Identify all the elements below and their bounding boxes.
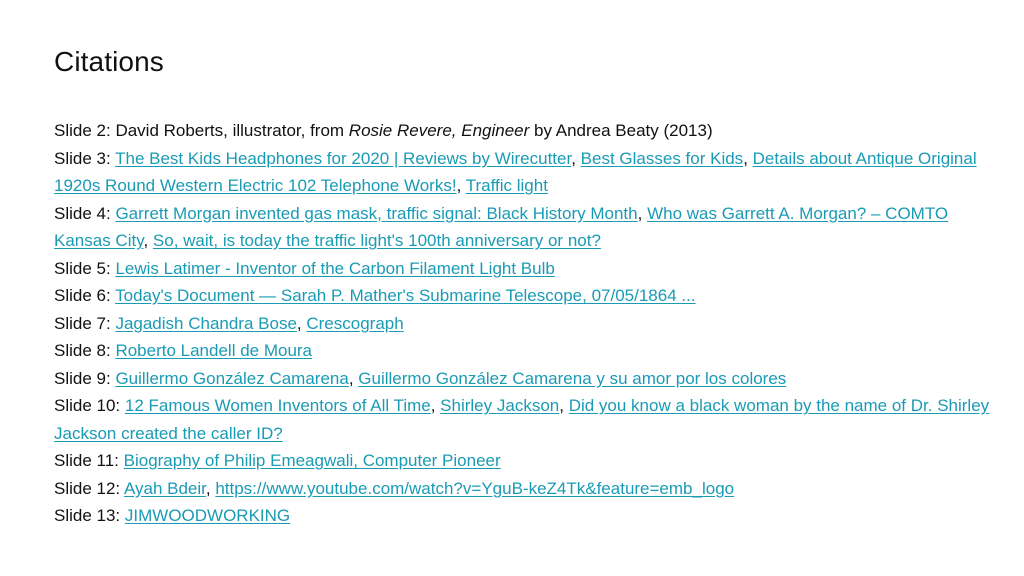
citation-slide-8 (54, 337, 994, 365)
citation-link-women-inventors[interactable]: 12 Famous Women Inventors of All Time (124, 396, 431, 415)
citation-prefix: Slide 11: (54, 451, 124, 470)
citation-link-crescograph[interactable]: Crescograph (306, 313, 404, 333)
separator: , (456, 176, 466, 195)
citation-prefix: Slide 6: (54, 286, 116, 305)
citation-link-submarine-telescope[interactable]: Today's Document — Sarah P. Mather's Submarine Telescope, 07/05/1864 ... (115, 286, 696, 305)
citation-link-jimwoodworking[interactable]: JIMWOODWORKING (124, 506, 291, 525)
citation-prefix: Slide 9: (54, 368, 116, 388)
citation-slide-7 (54, 310, 994, 338)
citation-prefix: Slide 12: (54, 478, 124, 498)
separator: , (143, 231, 153, 250)
citation-link-caller-id[interactable]: Did you know a black woman by the name of Dr. Shirley Jackson created the caller ID? (54, 396, 990, 443)
separator: , (559, 396, 569, 415)
citation-slide-5 (54, 255, 994, 283)
citation-prefix: Slide 5: (54, 258, 116, 278)
citation-slide-12 (54, 475, 994, 503)
citation-slide-9 (54, 365, 994, 393)
citation-link-garrett-morgan-gas-mask[interactable]: Garrett Morgan invented gas mask, traffic signal: Black History Month (115, 203, 638, 223)
citation-link-lewis-latimer[interactable]: Lewis Latimer - Inventor of the Carbon Filament Light Bulb (115, 258, 555, 278)
citation-text: David Roberts, illustrator, from (115, 121, 349, 140)
citation-slide-3 (54, 145, 994, 200)
separator: , (430, 396, 441, 415)
separator: , (296, 313, 307, 333)
citation-prefix: Slide 13: (54, 506, 125, 525)
separator: , (743, 148, 753, 168)
separator: , (571, 148, 581, 168)
citation-list (54, 117, 994, 530)
citation-link-wirecutter-headphones[interactable]: The Best Kids Headphones for 2020 | Reviews by Wirecutter (115, 148, 572, 168)
citation-link-roberto-landell[interactable]: Roberto Landell de Moura (115, 341, 313, 360)
citation-slide-4 (54, 200, 994, 255)
separator: , (348, 368, 359, 388)
citation-slide-2 (54, 117, 994, 145)
citation-prefix: Slide 8: (54, 341, 116, 360)
citation-link-gonzalez-camarena-colores[interactable]: Guillermo González Camarena y su amor por los colores (358, 368, 787, 388)
citation-link-shirley-jackson[interactable]: Shirley Jackson (440, 396, 560, 415)
citation-link-philip-emeagwali[interactable]: Biography of Philip Emeagwali, Computer Pioneer (123, 451, 501, 470)
page-title: Citations (54, 46, 164, 77)
citation-slide-6 (54, 282, 994, 310)
citation-prefix: Slide 4: (54, 203, 116, 223)
citation-link-traffic-light-anniversary[interactable]: So, wait, is today the traffic light's 100th anniversary or not? (152, 231, 601, 250)
citation-slide-10 (54, 392, 994, 447)
citation-link-comto-garrett-morgan[interactable]: Who was Garrett A. Morgan? – COMTO Kansas City (54, 203, 949, 250)
citation-link-glasses-for-kids[interactable]: Best Glasses for Kids (580, 148, 744, 168)
book-title: Rosie Revere, Engineer (348, 121, 530, 140)
citation-prefix: Slide 2: (54, 121, 116, 140)
citation-link-ayah-bdeir[interactable]: Ayah Bdeir (123, 478, 206, 498)
citation-slide-13 (54, 502, 994, 530)
citation-prefix: Slide 3: (54, 148, 116, 168)
citation-link-jagadish-chandra-bose[interactable]: Jagadish Chandra Bose (115, 313, 297, 333)
citation-link-youtube-video[interactable]: https://www.youtube.com/watch?v=YguB-keZ4Tk&feature=emb_logo (215, 478, 735, 498)
citation-prefix: Slide 7: (54, 313, 116, 333)
citation-prefix: Slide 10: (54, 396, 125, 415)
separator: , (637, 203, 648, 223)
separator: , (205, 478, 216, 498)
citation-link-gonzalez-camarena[interactable]: Guillermo González Camarena (115, 368, 349, 388)
citation-slide-11 (54, 447, 994, 475)
citation-text: by Andrea Beaty (2013) (529, 121, 713, 140)
citation-link-traffic-light[interactable]: Traffic light (465, 176, 548, 195)
citation-link-antique-telephone[interactable]: Details about Antique Original 1920s Round Western Electric 102 Telephone Works! (54, 148, 977, 195)
